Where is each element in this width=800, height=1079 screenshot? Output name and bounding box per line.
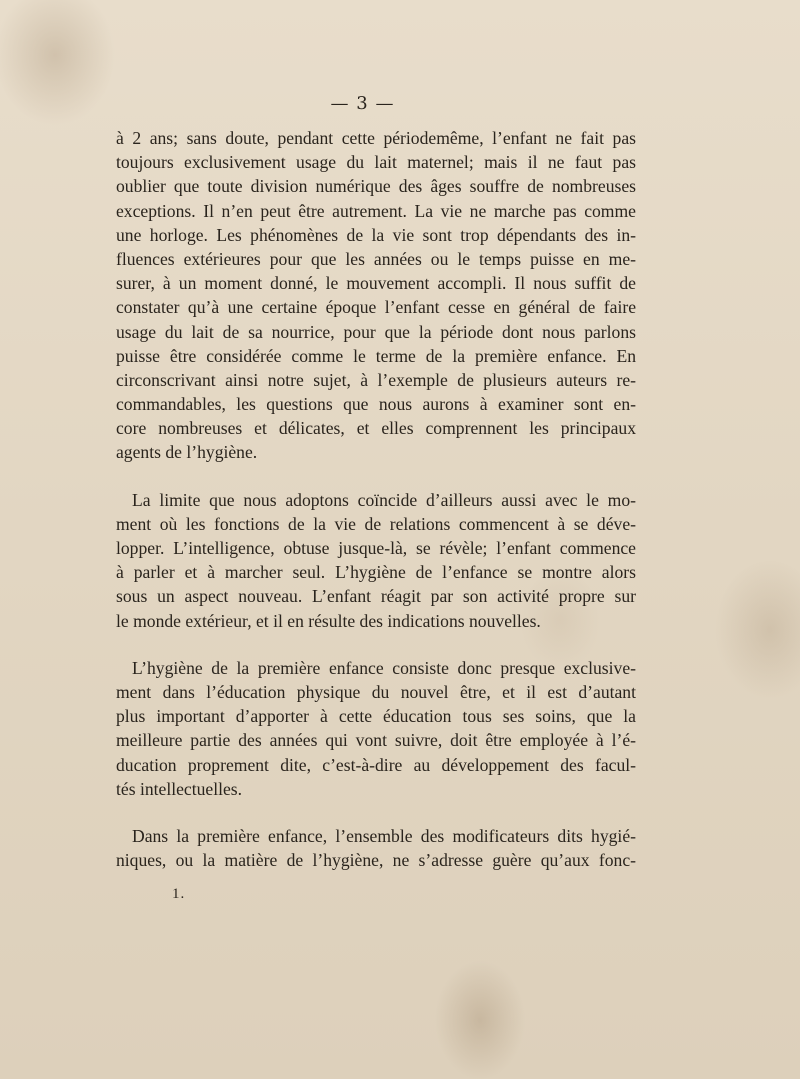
text-line: une horloge. Les phénomènes de la vie sont trop dépendants des in- bbox=[116, 224, 636, 245]
text-line: ment dans l’éducation physique du nouvel être, et il est d’autant bbox=[116, 681, 636, 702]
text-line: plus important d’apporter à cette éducation tous ses soins, que la bbox=[116, 706, 636, 727]
text-line: commandables, les questions que nous aurons à examiner sont en- bbox=[116, 394, 636, 415]
text-line: circonscrivant ainsi notre sujet, à l’exemple de plusieurs auteurs re- bbox=[116, 369, 636, 390]
text-line: Dans la première enfance, l’ensemble des modificateurs dits hygié- bbox=[132, 825, 636, 846]
paragraph-gap bbox=[116, 801, 636, 824]
text-line: constater qu’à une certaine époque l’enfant cesse en général de faire bbox=[116, 297, 636, 318]
text-line: agents de l’hygiène. bbox=[116, 442, 258, 463]
text-line: à 2 ans; sans doute, pendant cette périodemême, l’enfant ne fait pas bbox=[116, 128, 636, 148]
text-line: ducation proprement dite, c’est-à-dire au développement des facul- bbox=[116, 754, 636, 775]
text-line: oublier que toute division numérique des âges souffre de nombreuses bbox=[116, 176, 636, 197]
text-line: sous un aspect nouveau. L’enfant réagit par son activité propre sur bbox=[116, 586, 636, 607]
signature-mark: 1. bbox=[172, 886, 186, 902]
paragraph-1 bbox=[116, 126, 636, 465]
text-line: puisse être considérée comme le terme de la première enfance. En bbox=[116, 345, 636, 366]
text-line: La limite que nous adoptons coïncide d’ailleurs aussi avec le mo- bbox=[132, 489, 636, 510]
text-line: L’hygiène de la première enfance consiste donc presque exclusive- bbox=[132, 657, 636, 678]
text-line: lopper. L’intelligence, obtuse jusque-là, se révèle; l’enfant commence bbox=[116, 538, 636, 558]
text-line: exceptions. Il n’en peut être autrement. La vie ne marche pas comme bbox=[116, 200, 636, 221]
text-line: surer, à un moment donné, le mouvement accompli. Il nous suffit de bbox=[116, 273, 636, 294]
text-line: usage du lait de sa nourrice, pour que la période dont nous parlons bbox=[116, 321, 636, 342]
text-line: meilleure partie des années qui vont suivre, doit être employée à l’é- bbox=[116, 730, 636, 751]
text-line: le monde extérieur, et il en résulte des indications nouvelles. bbox=[116, 610, 541, 631]
text-line: toujours exclusivement usage du lait maternel; mais il ne faut pas bbox=[116, 152, 636, 173]
body-text bbox=[116, 126, 636, 872]
text-line: à parler et à marcher seul. L’hygiène de l’enfance se montre alors bbox=[116, 562, 636, 583]
page-number: — 3 — bbox=[330, 93, 395, 114]
paragraph-gap bbox=[116, 465, 636, 488]
text-line: ment où les fonctions de la vie de relations commencent à se déve- bbox=[116, 513, 636, 534]
paragraph-2 bbox=[116, 488, 636, 633]
paragraph-gap bbox=[116, 633, 636, 656]
text-line: fluences extérieures pour que les années ou le temps puisse en me- bbox=[116, 248, 636, 269]
paragraph-4 bbox=[116, 824, 636, 872]
text-line: tés intellectuelles. bbox=[116, 778, 243, 799]
text-line: core nombreuses et délicates, et elles comprennent les principaux bbox=[116, 418, 636, 439]
text-line: niques, ou la matière de l’hygiène, ne s’adresse guère qu’aux fonc- bbox=[116, 850, 636, 871]
paragraph-3 bbox=[116, 656, 636, 801]
